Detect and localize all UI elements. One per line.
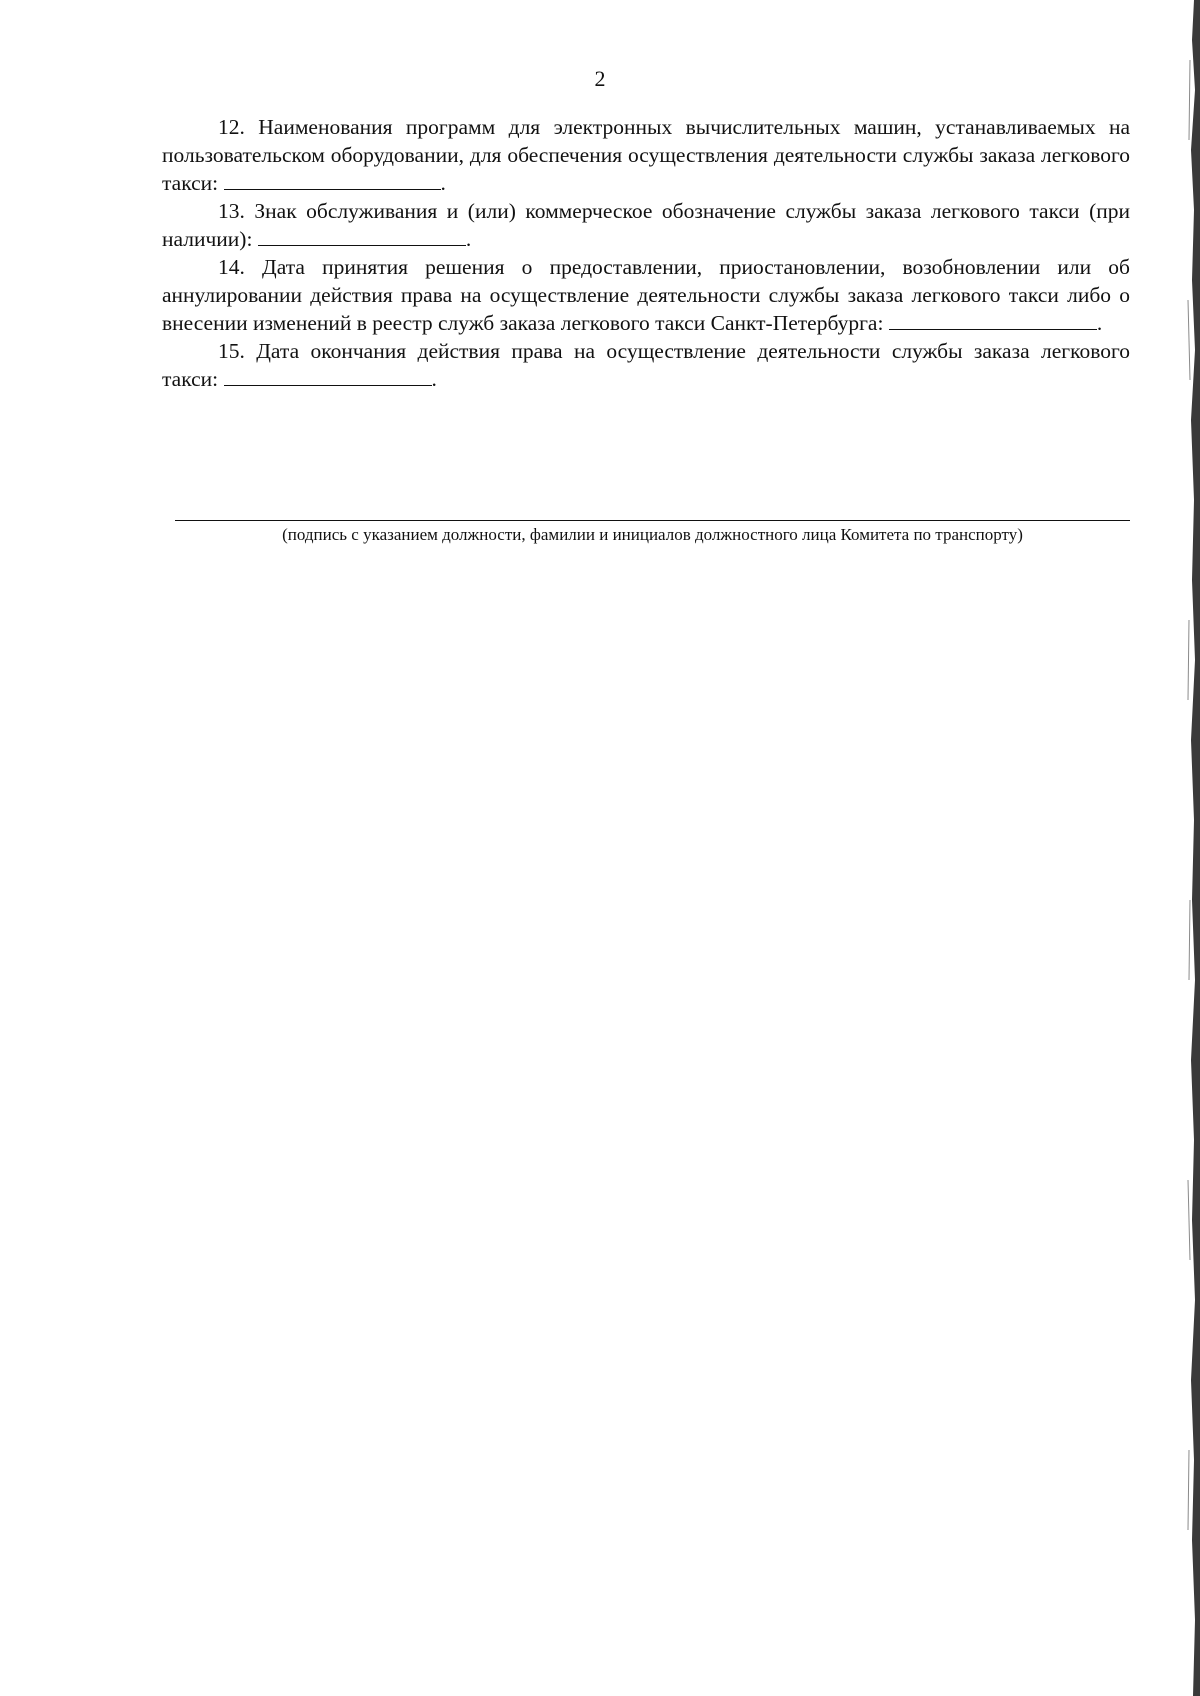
item-14-blank-field (889, 311, 1097, 330)
item-13-text: 13. Знак обслуживания и (или) коммерческое обозначение службы заказа легкового такси (при наличии): (162, 199, 1130, 251)
item-15-text: 15. Дата окончания действия права на осуществление деятельности службы заказа легкового такси: (162, 339, 1130, 391)
item-15-blank-field (224, 367, 432, 386)
item-15-end: . (431, 367, 437, 391)
item-12 (162, 113, 1130, 197)
item-14-end: . (1096, 311, 1103, 335)
signature-line (175, 520, 1130, 521)
scan-edge-artifact (1182, 0, 1200, 1696)
item-13-end: . (465, 227, 472, 251)
item-12-end: . (440, 171, 446, 195)
document-body (162, 113, 1130, 393)
item-13 (162, 197, 1130, 253)
item-15 (162, 337, 1130, 393)
item-14-text: 14. Дата принятия решения о предоставлении, приостановлении, возобновлении или об аннулировании действия права на осуществление деятельности службы заказа легкового такси либо о внесении изменений в реестр служб заказа легкового такси Санкт-Петербурга: (162, 255, 1130, 335)
item-12-text: 12. Наименования программ для электронных вычислительных машин, устанавливаемых на пользовательском оборудовании, для обеспечения осуществления деятельности службы заказа легкового такси: (162, 115, 1130, 195)
signature-caption: (подпись с указанием должности, фамилии и инициалов должностного лица Комитета по транспорту) (282, 525, 1023, 544)
item-13-blank-field (258, 227, 466, 246)
item-14 (162, 253, 1130, 337)
page-number: 2 (594, 66, 606, 91)
item-12-blank-field (224, 171, 441, 190)
